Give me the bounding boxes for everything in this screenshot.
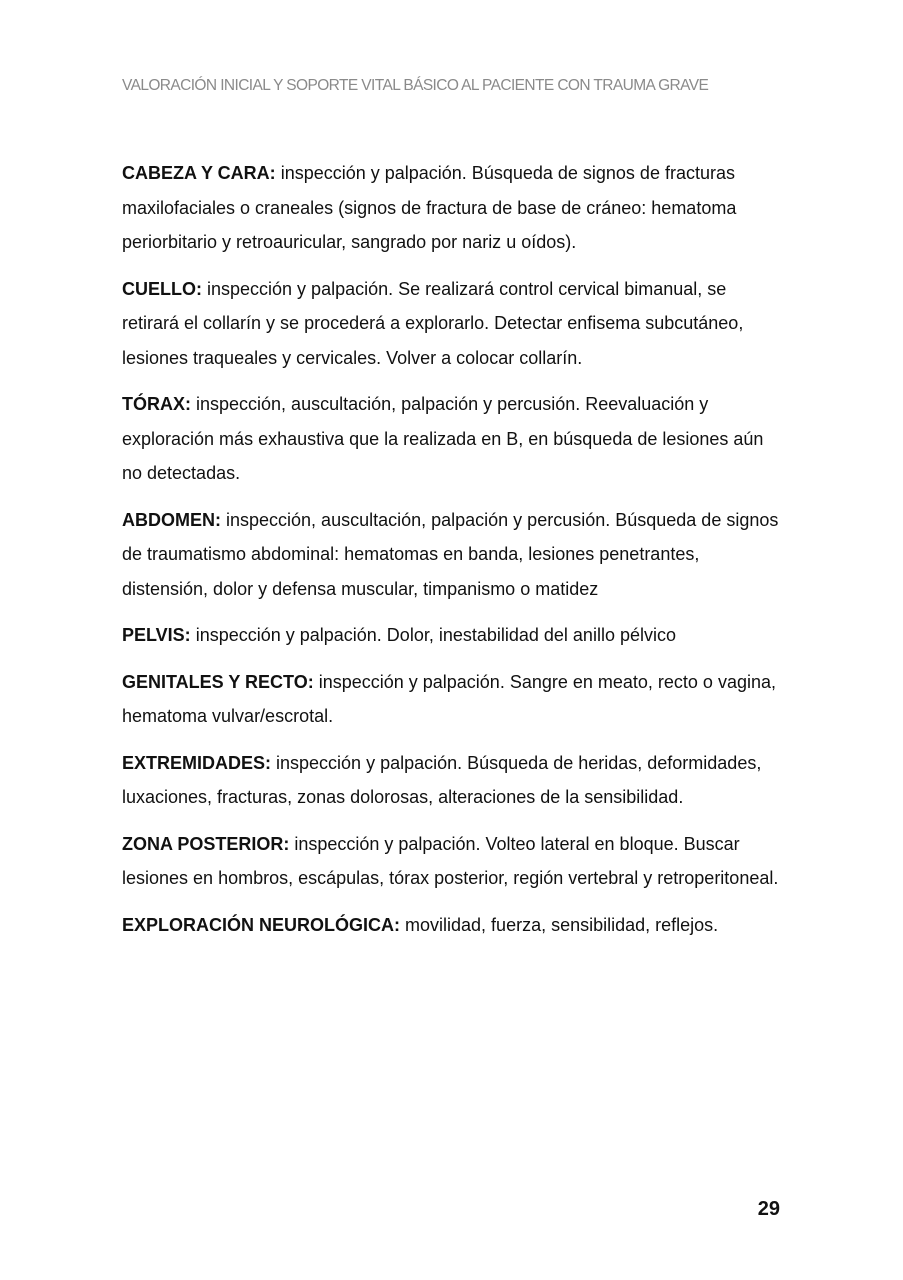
section-term: GENITALES Y RECTO: <box>122 671 314 692</box>
running-header: VALORACIÓN INICIAL Y SOPORTE VITAL BÁSICO AL PACIENTE CON TRAUMA GRAVE <box>122 77 709 94</box>
page-number: 29 <box>757 1198 780 1220</box>
section-exploracion-neurologica <box>122 908 782 943</box>
section-torax <box>122 387 782 491</box>
section-extremidades <box>122 746 782 815</box>
section-term: CABEZA Y CARA: <box>122 163 276 183</box>
section-cabeza-y-cara <box>122 156 782 260</box>
section-term: ABDOMEN: <box>122 509 221 530</box>
section-term: ZONA POSTERIOR: <box>122 833 290 854</box>
section-text: inspección y palpación. Búsqueda de signos de fracturas maxilofaciales o craneales (signos de fractura de base de cráneo: hematoma periorbitario y retroauricular, sangrado por nariz u oídos). <box>122 163 737 252</box>
section-pelvis <box>122 618 782 653</box>
section-text: inspección y palpación. Búsqueda de heridas, deformidades, luxaciones, fracturas, zonas dolorosas, alteraciones de la sensibilidad. <box>122 752 762 807</box>
section-term: PELVIS: <box>122 625 191 645</box>
section-term: TÓRAX: <box>122 394 191 414</box>
section-abdomen <box>122 503 782 607</box>
section-text: inspección y palpación. Se realizará control cervical bimanual, se retirará el collarín y se procederá a explorarlo. Detectar enfisema subcutáneo, lesiones traqueales y cervicales. Volver a colocar collarín. <box>122 278 744 368</box>
section-term: CUELLO: <box>122 278 202 299</box>
section-text: movilidad, fuerza, sensibilidad, reflejos. <box>400 914 719 935</box>
section-term: EXTREMIDADES: <box>122 752 272 773</box>
section-zona-posterior <box>122 827 782 896</box>
section-text: inspección y palpación. Dolor, inestabilidad del anillo pélvico <box>190 625 676 645</box>
section-text: inspección y palpación. Sangre en meato, recto o vagina, hematoma vulvar/escrotal. <box>122 671 776 726</box>
section-text: inspección y palpación. Volteo lateral en bloque. Buscar lesiones en hombros, escápulas, tórax posterior, región vertebral y retroperitoneal. <box>122 833 779 888</box>
section-term: EXPLORACIÓN NEUROLÓGICA: <box>122 914 401 935</box>
section-genitales-y-recto <box>122 665 782 734</box>
section-cuello <box>122 272 782 376</box>
section-text: inspección, auscultación, palpación y percusión. Reevaluación y exploración más exhaustiva que la realizada en B, en búsqueda de lesiones aún no detectadas. <box>122 394 764 483</box>
section-text: inspección, auscultación, palpación y percusión. Búsqueda de signos de traumatismo abdominal: hematomas en banda, lesiones penetrantes, distensión, dolor y defensa muscular, timpanismo o matidez <box>122 509 779 599</box>
document-body <box>122 156 782 954</box>
